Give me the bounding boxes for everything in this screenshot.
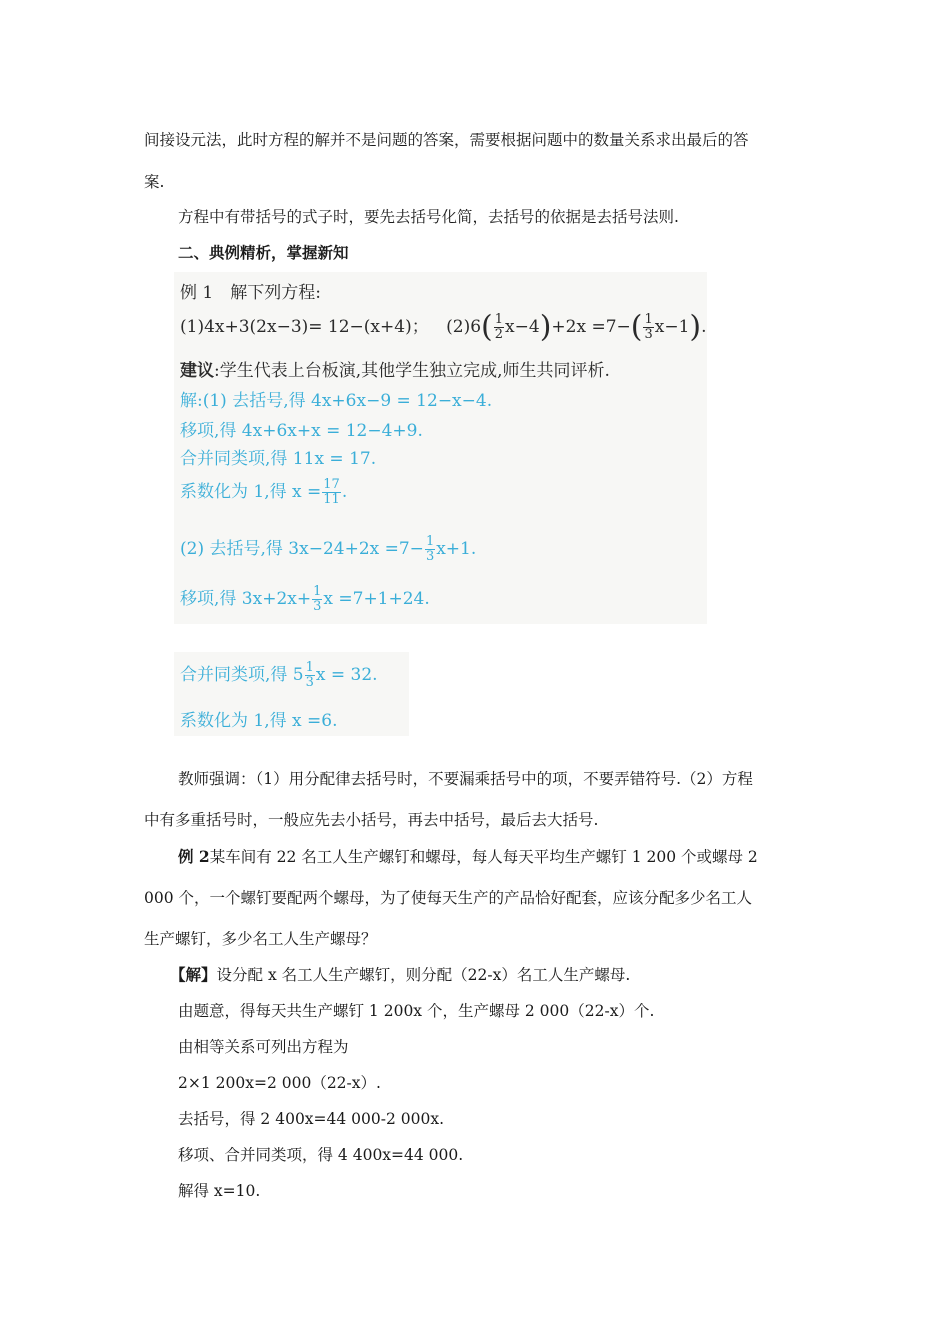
left-paren-2: ( xyxy=(630,309,643,345)
suggestion-text: :学生代表上台板演,其他学生独立完成,师生共同评析. xyxy=(214,361,610,381)
example2-label: 例 2 xyxy=(178,847,210,866)
fraction-one-third-b: $\frac{1}{3}$ xyxy=(313,584,322,614)
intro-line-1: 间接设元法，此时方程的解并不是问题的答案，需要根据问题中的数量关系求出最后的答 xyxy=(144,131,749,149)
equation-2-inner: x−4 xyxy=(505,317,540,337)
example2-solution-line-2: 由题意，得每天共生产螺钉 1 200x 个，生产螺母 2 000（22-x）个. xyxy=(178,1002,655,1020)
fraction-third: $\frac{1}{3}$ xyxy=(644,312,653,342)
right-paren: ) xyxy=(539,309,552,345)
left-paren: ( xyxy=(481,309,493,345)
example2-solution-line-7: 解得 x=10. xyxy=(178,1182,261,1200)
solution-1-step-4: 系数化为 1,得 x = $\frac{17}{11}$ . xyxy=(180,477,348,507)
example1-title: 例 1 解下列方程: xyxy=(180,283,321,303)
intro-line-3: 方程中有带括号的式子时，要先去括号化简，去括号的依据是去括号法则. xyxy=(178,208,679,226)
solution-1-step-1: 解:(1) 去括号,得 4x+6x−9 = 12−x−4. xyxy=(180,391,493,411)
equation-2-middle: +2x =7− xyxy=(551,317,631,337)
intro-line-2: 案. xyxy=(144,173,165,191)
suggestion xyxy=(180,356,610,381)
solution-2-step-3: 合并同类项,得 5 $\frac{1}{3}$ x = 32. xyxy=(180,660,378,690)
solution-2-step-1: (2) 去括号,得 3x−24+2x =7− $\frac{1}{3}$ x+1. xyxy=(180,534,477,564)
example2-solution-line-4: 2×1 200x=2 000（22-x）. xyxy=(178,1074,381,1092)
equation-1: (1)4x+3(2x−3)= 12−(x+4)； xyxy=(180,317,429,337)
solution-2-step-4: 系数化为 1,得 x =6. xyxy=(180,711,338,731)
section-heading: 二、典例精析，掌握新知 xyxy=(178,243,349,262)
solution-label: 【解】 xyxy=(170,965,217,984)
example1-image-top xyxy=(174,272,707,624)
fraction-17-11: $\frac{17}{11}$ xyxy=(323,477,340,507)
fraction-half: $\frac{1}{2}$ xyxy=(494,312,504,342)
teacher-note-line-2: 中有多重括号时，一般应先去小括号，再去中括号，最后去大括号. xyxy=(144,811,599,829)
example2-line-1: 例 2某车间有 22 名工人生产螺钉和螺母，每人每天平均生产螺钉 1 200 个或螺母 2 xyxy=(178,847,758,866)
example2-solution-line-3: 由相等关系可列出方程为 xyxy=(178,1038,349,1056)
example2-line-3: 生产螺钉，多少名工人生产螺母？ xyxy=(144,930,377,948)
equation-2-prefix: (2)6 xyxy=(446,317,482,337)
example2-solution-line-5: 去括号，得 2 400x=44 000-2 000x. xyxy=(178,1110,445,1128)
equation-2-inner-2: x−1 xyxy=(654,317,690,337)
example2-solution-line-6: 移项、合并同类项，得 4 400x=44 000. xyxy=(178,1146,464,1164)
example1-image-bottom xyxy=(174,652,409,736)
equation-2-end: . xyxy=(701,317,707,337)
suggestion-label: 建议 xyxy=(180,361,214,381)
solution-2-step-2: 移项,得 3x+2x+ $\frac{1}{3}$ x =7+1+24. xyxy=(180,584,430,614)
example2-solution-line-1: 【解】设分配 x 名工人生产螺钉，则分配（22-x）名工人生产螺母. xyxy=(170,965,631,984)
teacher-note-line-1: 教师强调：（1）用分配律去括号时，不要漏乘括号中的项，不要弄错符号.（2）方程 xyxy=(178,770,753,788)
example1-equations xyxy=(180,309,707,345)
fraction-one-third-c: $\frac{1}{3}$ xyxy=(305,660,314,690)
solution-1-step-2: 移项,得 4x+6x+x = 12−4+9. xyxy=(180,421,423,441)
solution-1-step-3: 合并同类项,得 11x = 17. xyxy=(180,449,377,469)
example2-line-2: 000 个，一个螺钉要配两个螺母，为了使每天生产的产品恰好配套，应该分配多少名工人 xyxy=(144,889,753,907)
fraction-one-third-a: $\frac{1}{3}$ xyxy=(425,534,435,564)
right-paren-2: ) xyxy=(689,309,702,345)
